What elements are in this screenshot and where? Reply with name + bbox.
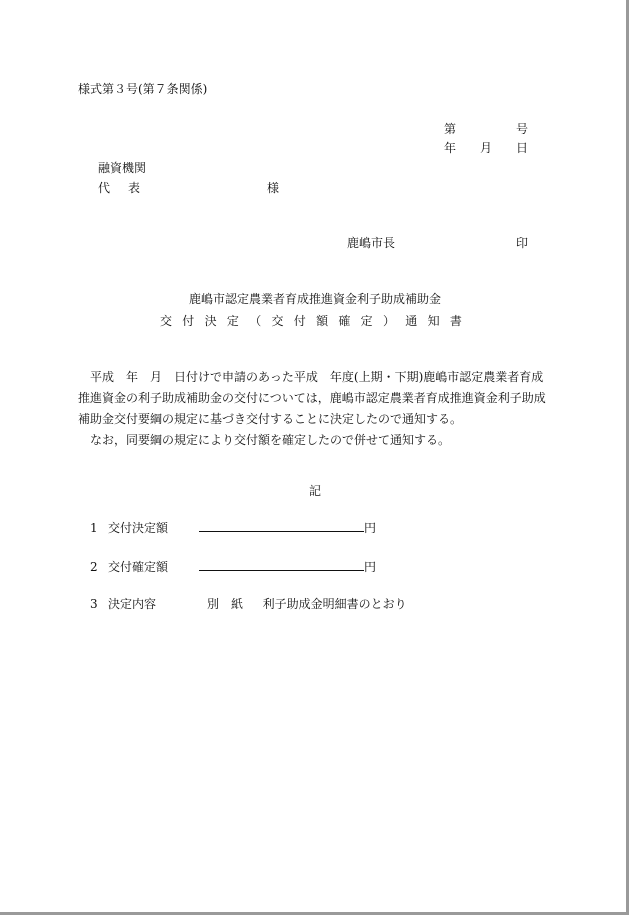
item-label: 決定内容 [108,597,157,611]
honorific: 様 [267,181,280,195]
body-paragraph-2: なお，同要綱の規定により交付額を確定したので併せて通知する。 [90,433,451,447]
subtitle-char: 確 [338,314,351,328]
item-grant-confirmed-amount [90,556,376,575]
document-date [444,140,528,156]
item-label: 交付決定額 [108,521,169,535]
date-month: 月 [479,141,492,155]
subtitle-char: 交 [271,314,284,328]
item-label: 交付確定額 [108,560,169,574]
document-number [444,121,528,137]
item-number: 2 [90,560,98,574]
subtitle-char: （ [249,314,262,328]
issuer-name: 鹿嶋市長 [347,236,396,250]
document-number-suffix: 号 [515,122,528,136]
subtitle-char: ） [382,314,395,328]
item-value [207,596,407,612]
document-number-prefix: 第 [444,122,457,136]
subtitle-char: 通 [405,314,418,328]
issuer [347,235,528,251]
subtitle-char: 定 [360,314,373,328]
amount-blank-line [199,517,364,532]
body-paragraph-1: 平成 年 月 日付けで申請のあった平成 年度(上期・下期)鹿嶋市認定農業者育成推進資金の利子助成補助金の交付については，鹿嶋市認定農業者育成推進資金利子助成補助金交付要綱の規定に基づき交付することに決定したので通知する。 [78,370,546,426]
item-value-description: 利子助成金明細書のとおり [262,597,407,611]
item-number: 1 [90,521,98,535]
subtitle-char: 定 [226,314,239,328]
subtitle-char: 決 [204,314,217,328]
form-number: 様式第３号(第７条関係) [78,82,208,96]
subtitle-char: 額 [316,314,329,328]
item-grant-decision-amount [90,517,376,536]
subtitle-char: 交 [160,314,173,328]
document-subtitle [160,313,462,329]
document-title: 鹿嶋市認定農業者育成推進資金利子助成補助金 [188,292,441,306]
subtitle-char: 付 [293,314,306,328]
body-text [78,367,550,451]
addressee-representative [98,180,279,196]
item-value-attachment: 別 紙 [207,597,244,611]
subtitle-char: 知 [427,314,440,328]
currency-unit: 円 [364,521,377,535]
date-year: 年 [444,141,457,155]
currency-unit: 円 [364,560,377,574]
addressee-institution: 融資機関 [98,161,147,175]
seal-mark: 印 [515,236,528,250]
subtitle-char: 付 [182,314,195,328]
item-decision-content [90,596,407,612]
date-day: 日 [515,141,528,155]
amount-blank-line [199,556,364,571]
item-number: 3 [90,597,98,611]
representative-label-1: 代 [98,181,111,195]
ki-heading: 記 [308,484,321,498]
representative-label-2: 表 [128,181,141,195]
subtitle-char: 書 [449,314,462,328]
